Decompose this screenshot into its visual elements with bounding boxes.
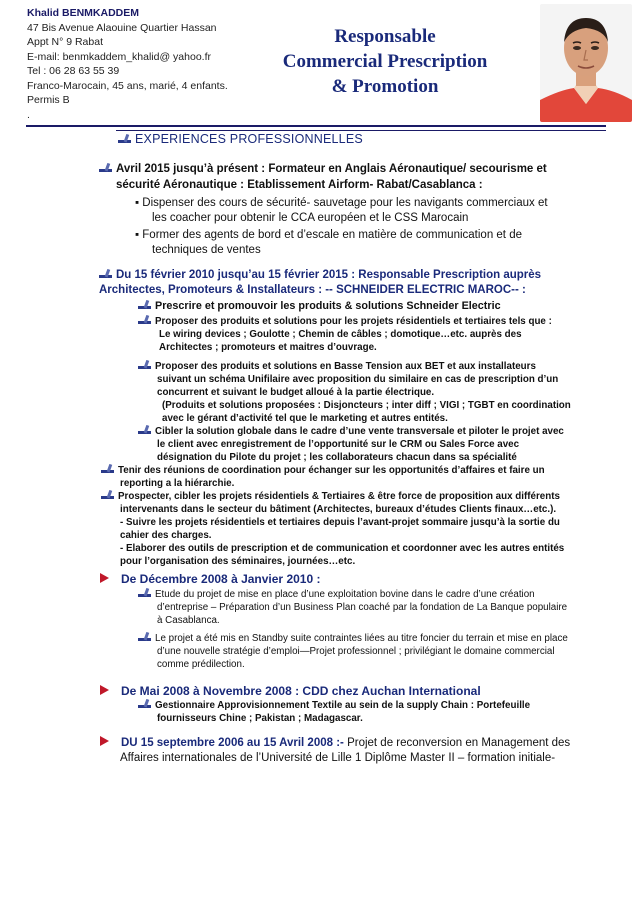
- job5-heading-bold: DU 15 septembre 2006 au 15 Avril 2008 :-: [121, 737, 344, 749]
- job3-item1-line2: d’entreprise – Préparation d’un Business Plan coaché par la fondation de La Banque populaire: [157, 602, 568, 613]
- contact-block: [27, 6, 228, 122]
- job-title: [250, 24, 520, 99]
- job2-item3-line4: (Produits et solutions proposées : Disjoncteurs ; inter diff ; VIGI ; TGBT en coordination: [162, 400, 571, 411]
- apartment-line: Appt N° 9 Rabat: [27, 36, 103, 48]
- job2-heading: [99, 268, 541, 283]
- job2-heading-line2: Architectes, Promoteurs & Installateurs : -- SCHNEIDER ELECTRIC MAROC-- :: [99, 284, 526, 296]
- job2-item4: [138, 425, 564, 438]
- job2-item5-line2: reporting a la hiérarchie.: [120, 478, 235, 489]
- job1-heading-line2: sécurité Aéronautique : Etablissement Airform- Rabat/Casablanca :: [116, 179, 483, 191]
- job3-heading-text: De Décembre 2008 à Janvier 2010 :: [121, 572, 321, 586]
- job3-item1: [138, 588, 535, 601]
- address-line: 47 Bis Avenue Alaouine Quartier Hassan: [27, 21, 217, 34]
- job3-item2-line1: Le projet a été mis en Standby suite contraintes liées au titre foncier du terrain et mise en place: [155, 633, 568, 644]
- job-title-line-2: Commercial Prescription: [282, 51, 488, 72]
- pencil-bullet-icon: [101, 490, 114, 500]
- section-title-text: EXPERIENCES PROFESSIONNELLES: [135, 132, 363, 146]
- job2-item6-line3: - Suivre les projets résidentiels et tertiaires depuis l’avant-projet sommaire jusqu’à la sortie du: [120, 517, 560, 528]
- pencil-bullet-icon: [99, 269, 112, 279]
- job2-item2-line2: Le wiring devices ; Goulotte ; Chemin de câbles ; domotique…etc. auprès des: [159, 329, 522, 340]
- job2-item4-line1: Cibler la solution globale dans le cadre d’une vente transversale et piloter le projet avec: [155, 426, 564, 437]
- pencil-bullet-icon: [138, 632, 151, 642]
- job2-item2-line1: Proposer des produits et solutions pour les projets résidentiels et tertiaires tels que :: [155, 316, 552, 327]
- job1-bullet2: ▪ Former des agents de bord et d’escale en matière de communication et de: [135, 229, 522, 241]
- section-title: [118, 132, 363, 146]
- job2-item3-line1: Proposer des produits et solutions en Basse Tension aux BET et aux installateurs: [155, 361, 536, 372]
- pencil-bullet-icon: [138, 315, 151, 325]
- job2-item3: [138, 360, 536, 373]
- job2-item4-line2: le client avec enregistrement de l’opportunité sur le CRM ou Sales Force avec: [157, 439, 520, 450]
- job2-item6-line4: cahier des charges.: [120, 530, 212, 541]
- job2-item1-text: Prescrire et promouvoir les produits & solutions Schneider Electric: [155, 300, 501, 312]
- pencil-bullet-icon: [138, 300, 151, 310]
- job2-item1: [138, 299, 501, 314]
- job3-item1-line1: Etude du projet de mise en place d’une exploitation bovine dans le cadre d’une création: [155, 589, 535, 600]
- phone-line: Tel : 06 28 63 55 39: [27, 65, 120, 77]
- job2-item2-line3: Architectes ; promoteurs et maitres d’ouvrage.: [159, 342, 377, 353]
- pencil-bullet-icon: [138, 588, 151, 598]
- job1-bullet2-line2: techniques de ventes: [152, 244, 261, 256]
- job1-bullet2-text: Former des agents de bord et d’escale en matière de communication et de: [142, 229, 522, 241]
- job3-item2-line3: comme prédilection.: [157, 659, 245, 670]
- job3-item1-line3: à Casablanca.: [157, 615, 220, 626]
- job2-item6-line1: Prospecter, cibler les projets résidentiels & Tertiaires & être force de proposition aux différents: [118, 491, 560, 502]
- header-divider: [26, 125, 606, 127]
- job2-item5: [101, 464, 545, 477]
- job1-heading: [99, 162, 619, 177]
- job3-item2-line2: d’une nouvelle stratégie d’emploi—Projet professionnel ; privilégiant le domaine commercial: [157, 646, 555, 657]
- pencil-bullet-icon: [138, 425, 151, 435]
- job4-item1-line1: Gestionnaire Approvisionnement Textile au sein de la supply Chain : Portefeuille: [155, 700, 531, 711]
- pencil-bullet-icon: [99, 163, 112, 173]
- triangle-bullet-icon: [100, 736, 109, 746]
- job3-item2: [138, 632, 568, 645]
- job2-item2: [138, 315, 552, 328]
- job2-item6-line2: intervenants dans le secteur du bâtiment (Architectes, bureaux d’études Clients finaux…etc.).: [120, 504, 557, 515]
- job1-bullet1-text: Dispenser des cours de sécurité- sauvetage pour les navigants commerciaux et: [142, 197, 548, 209]
- job4-item1: [138, 699, 530, 712]
- job1-heading-line1: Avril 2015 jusqu’à présent : Formateur en Anglais Aéronautique/ secourisme et: [116, 163, 547, 175]
- job2-heading-line1: Du 15 février 2010 jusqu’au 15 février 2015 : Responsable Prescription auprès: [116, 269, 542, 281]
- job2-item6: [101, 490, 560, 503]
- job3-heading: [100, 572, 320, 587]
- triangle-bullet-icon: [100, 573, 109, 583]
- job2-item3-line2: suivant un schéma Unifilaire avec proposition du similaire en cas de prescription d’un: [157, 374, 559, 385]
- job2-item4-line3: désignation du Pilote du projet ; les collaborateurs chacun dans sa spécialité: [157, 452, 517, 463]
- job4-heading-text: De Mai 2008 à Novembre 2008 : CDD chez Auchan International: [121, 684, 481, 698]
- dot-line: .: [27, 108, 30, 121]
- pencil-bullet-icon: [118, 133, 131, 143]
- job-title-line-3: & Promotion: [331, 76, 439, 97]
- job5-heading-rest: Projet de reconversion en Management des: [343, 737, 571, 749]
- pencil-bullet-icon: [101, 464, 114, 474]
- job1-bullet1-line2: les coacher pour obtenir le CCA européen et le CSS Marocain: [152, 212, 469, 224]
- email-line: E-mail: benmkaddem_khalid@ yahoo.fr: [27, 50, 211, 63]
- profile-photo: [540, 4, 632, 122]
- job2-item3-line5: avec le gérant d’activité tel que le marketing et autres entités.: [162, 413, 448, 424]
- section-underline: [116, 130, 606, 131]
- job4-item1-line2: fournisseurs Chine ; Pakistan ; Madagascar.: [157, 713, 363, 724]
- job4-heading: [100, 684, 481, 699]
- triangle-bullet-icon: [100, 685, 109, 695]
- job2-item3-line3: concurrent et suivant le budget alloué à la partie électrique.: [157, 387, 435, 398]
- job2-item6-line5: - Elaborer des outils de prescription et de communication et coordonner avec les autres entités: [120, 543, 565, 554]
- job5-line2: Affaires internationales de l’Université de Lille 1 Diplôme Master II – formation initiale-: [120, 752, 556, 764]
- license-line: Permis B: [27, 94, 70, 106]
- candidate-name: Khalid BENMKADDEM: [27, 7, 139, 19]
- job2-item6-line6: pour l’organisation des séminaires, journées…etc.: [120, 556, 356, 567]
- personal-info-line: Franco-Marocain, 45 ans, marié, 4 enfants.: [27, 79, 228, 92]
- job5-heading: [100, 736, 570, 751]
- pencil-bullet-icon: [138, 360, 151, 370]
- job2-item5-line1: Tenir des réunions de coordination pour échanger sur les opportunités d’affaires et faire un: [118, 465, 545, 476]
- job-title-line-1: Responsable: [334, 26, 436, 47]
- pencil-bullet-icon: [138, 699, 151, 709]
- job1-bullet1: ▪ Dispenser des cours de sécurité- sauvetage pour les navigants commerciaux et: [135, 197, 548, 209]
